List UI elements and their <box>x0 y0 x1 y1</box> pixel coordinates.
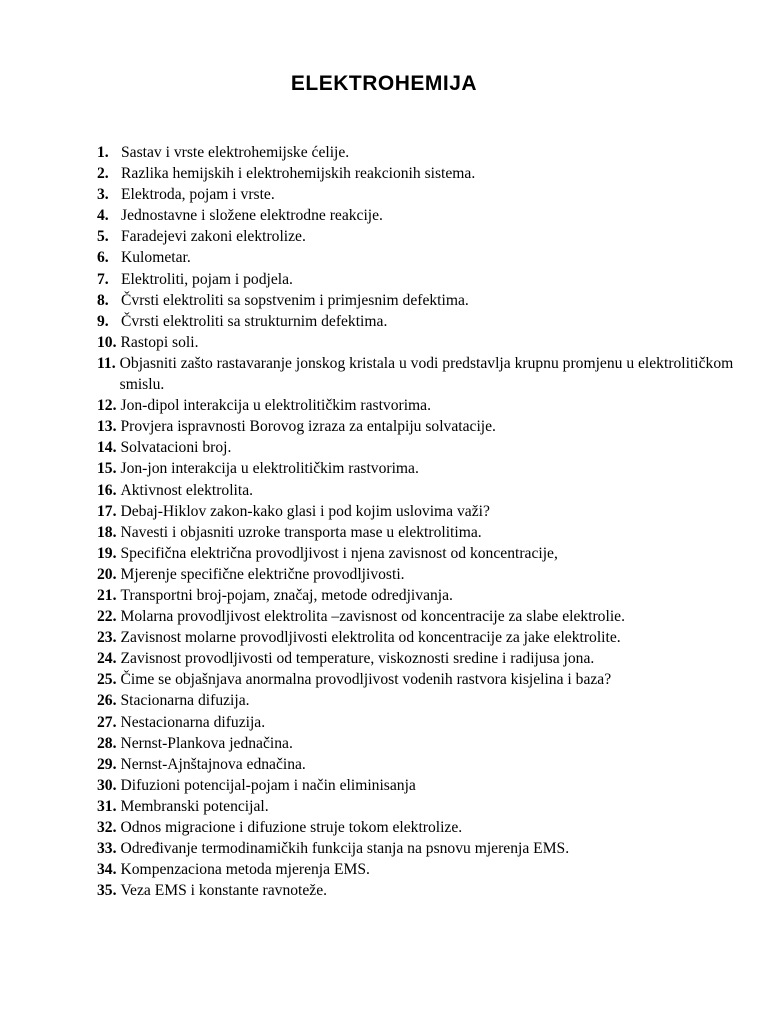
item-number: 15. <box>97 460 117 478</box>
list-item <box>97 311 737 332</box>
item-text: Objasniti zašto rastavaranje jonskog kristala u vodi predstavlja krupnu promjenu u elektrolitičkom smislu. <box>119 354 734 394</box>
item-text: Sastav i vrste elektrohemijske ćelije. <box>121 144 350 161</box>
list-item <box>97 458 737 479</box>
item-number: 2. <box>97 165 109 183</box>
item-text: Jednostavne i složene elektrodne reakcije. <box>121 207 383 225</box>
list-item <box>97 142 737 163</box>
item-text: Nernst-Ajnštajnova ednačina. <box>120 755 306 773</box>
list-item <box>97 437 737 458</box>
item-text: Kompenzaciona metoda mjerenja EMS. <box>120 861 370 879</box>
item-number: 22. <box>97 608 117 626</box>
item-text: Debaj-Hiklov zakon-kako glasi i pod kojim uslovima važi? <box>120 502 490 520</box>
list-item <box>97 733 737 754</box>
item-number: 6. <box>97 249 109 267</box>
list-item <box>97 838 737 859</box>
list-item <box>97 690 737 711</box>
item-text: Stacionarna difuzija. <box>120 692 250 710</box>
list-item <box>97 353 737 395</box>
item-text: Kulometar. <box>121 249 191 267</box>
item-number: 29. <box>97 755 117 773</box>
item-number: 17. <box>97 502 117 520</box>
list-item <box>97 859 737 880</box>
item-number: 21. <box>97 586 117 604</box>
list-item <box>97 796 737 817</box>
item-number: 32. <box>97 819 117 836</box>
item-text: Specifična električna provodljivost i njena zavisnost od koncentracije, <box>120 544 558 562</box>
item-text: Membranski potencijal. <box>120 797 269 815</box>
question-list <box>97 142 737 901</box>
item-number: 28. <box>97 734 117 752</box>
item-text: Difuzioni potencijal-pojam i način eliminisanja <box>120 776 416 794</box>
list-item <box>97 269 737 290</box>
item-text: Elektroda, pojam i vrste. <box>121 186 275 204</box>
list-item <box>97 205 737 226</box>
item-text: Nernst-Plankova jednačina. <box>120 734 293 752</box>
item-text: Razlika hemijskih i elektrohemijskih reakcionih sistema. <box>121 165 476 183</box>
item-text: Transportni broj-pojam, značaj, metode odredjivanja. <box>120 586 453 604</box>
item-text: Zavisnost molarne provodljivosti elektrolita od koncentracije za jake elektrolite. <box>120 629 621 647</box>
item-text: Aktivnost elektrolita. <box>120 481 254 499</box>
item-text: Mjerenje specifične električne provodljivosti. <box>120 565 405 583</box>
item-number: 11. <box>97 354 116 372</box>
item-number: 23. <box>97 629 117 647</box>
item-text: Zavisnost provodljivosti od temperature, viskoznosti sredine i radijusa jona. <box>120 650 595 668</box>
list-item <box>97 290 737 311</box>
list-item <box>97 395 737 416</box>
item-number: 1. <box>97 144 109 161</box>
item-number: 8. <box>97 291 109 309</box>
item-number: 35. <box>97 882 117 900</box>
list-item <box>97 163 737 184</box>
list-item <box>97 880 737 901</box>
item-number: 34. <box>97 861 117 879</box>
item-text: Rastopi soli. <box>120 333 199 351</box>
item-text: Navesti i objasniti uzroke transporta mase u elektrolitima. <box>120 523 482 541</box>
page-title: ELEKTROHEMIJA <box>290 72 478 95</box>
item-number: 10. <box>97 333 117 351</box>
list-item <box>97 669 737 690</box>
list-item <box>97 247 737 268</box>
list-item <box>97 522 737 543</box>
item-text: Nestacionarna difuzija. <box>120 713 266 731</box>
item-text: Molarna provodljivost elektrolita –zavisnost od koncentracije za slabe elektrolie. <box>120 608 625 626</box>
item-number: 26. <box>97 692 117 710</box>
list-item <box>97 564 737 585</box>
list-item <box>97 754 737 775</box>
list-item <box>97 775 737 796</box>
list-item <box>97 480 737 501</box>
item-text: Faradejevi zakoni elektrolize. <box>121 228 306 246</box>
list-item <box>97 712 737 733</box>
list-item <box>97 226 737 247</box>
item-number: 5. <box>97 228 109 246</box>
list-item <box>97 585 737 606</box>
item-number: 14. <box>97 439 117 457</box>
list-item <box>97 184 737 205</box>
item-text: Odnos migracione i difuzione struje tokom elektrolize. <box>120 819 463 836</box>
list-item <box>97 627 737 648</box>
item-text: Određivanje termodinamičkih funkcija stanja na psnovu mjerenja EMS. <box>120 840 570 858</box>
item-number: 33. <box>97 840 117 858</box>
item-number: 25. <box>97 671 117 689</box>
item-text: Solvatacioni broj. <box>120 439 232 457</box>
item-text: Čvrsti elektroliti sa sopstvenim i primjesnim defektima. <box>121 291 469 309</box>
item-number: 13. <box>97 418 117 436</box>
item-text: Veza EMS i konstante ravnoteže. <box>120 882 328 900</box>
item-number: 7. <box>97 270 109 288</box>
list-item <box>97 332 737 353</box>
list-item <box>97 817 737 838</box>
item-number: 27. <box>97 713 117 731</box>
item-text: Čvrsti elektroliti sa strukturnim defektima. <box>121 312 388 330</box>
item-text: Čime se objašnjava anormalna provodljivost vodenih rastvora kisjelina i baza? <box>120 671 612 689</box>
item-number: 12. <box>97 397 117 415</box>
item-text: Elektroliti, pojam i podjela. <box>121 270 293 288</box>
item-text: Provjera ispravnosti Borovog izraza za entalpiju solvatacije. <box>120 418 496 436</box>
list-item <box>97 501 737 522</box>
item-text: Jon-dipol interakcija u elektrolitičkim rastvorima. <box>120 397 431 415</box>
list-item <box>97 606 737 627</box>
item-number: 4. <box>97 207 109 225</box>
list-item <box>97 416 737 437</box>
item-number: 20. <box>97 565 117 583</box>
item-number: 9. <box>97 312 109 330</box>
item-number: 19. <box>97 544 117 562</box>
list-item <box>97 543 737 564</box>
item-number: 16. <box>97 481 117 499</box>
list-item <box>97 648 737 669</box>
item-number: 18. <box>97 523 117 541</box>
item-number: 30. <box>97 776 117 794</box>
item-number: 31. <box>97 797 117 815</box>
item-number: 3. <box>97 186 109 204</box>
item-number: 24. <box>97 650 117 668</box>
item-text: Jon-jon interakcija u elektrolitičkim rastvorima. <box>120 460 419 478</box>
